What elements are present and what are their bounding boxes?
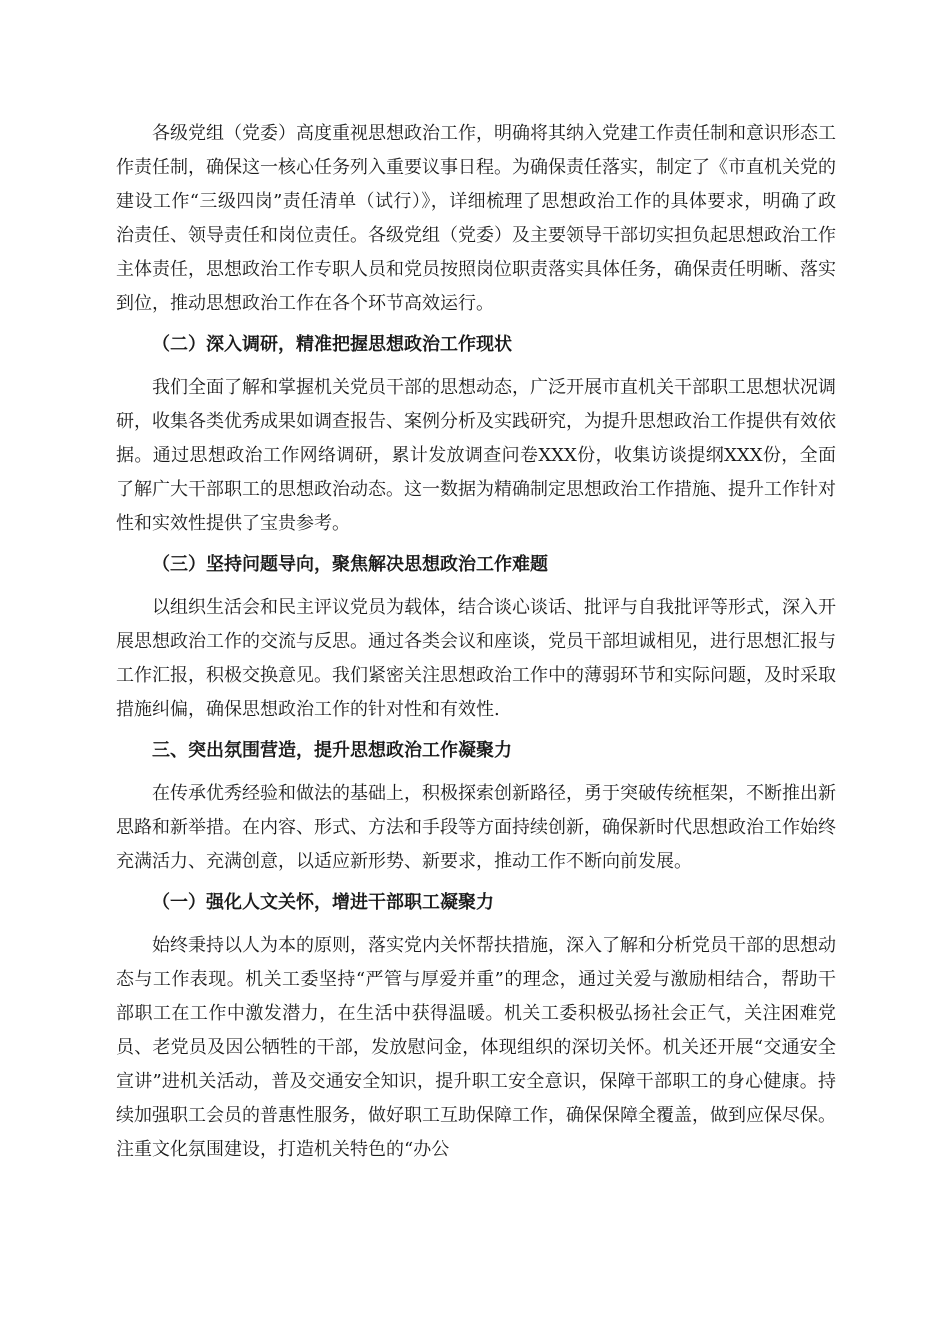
paragraph-atmosphere: 在传承优秀经验和做法的基础上，积极探索创新路径，勇于突破传统框架，不断推出新思路和新举措。在内容、形式、方法和手段等方面持续创新，确保新时代思想政治工作始终充满活力、充满创意，以适应新形势、新要求，推动工作不断向前发展。 bbox=[116, 783, 836, 872]
paragraph-humanistic-care: 始终秉持以人为本的原则，落实党内关怀帮扶措施，深入了解和分析党员干部的思想动态与工作表现。机关工委坚持“严管与厚爱并重”的理念，通过关爱与激励相结合，帮助干部职工在工作中激发潜力，在生活中获得温暖。机关工委积极弘扬社会正气，关注困难党员、老党员及因公牺牲的干部，发放慰问金，体现组织的深切关怀。机关还开展“交通安全宣讲”进机关活动，普及交通安全知识，提升职工安全意识，保障干部职工的身心健康。持续加强职工会员的普惠性服务，做好职工互助保障工作，确保保障全覆盖，做到应保尽保。注重文化氛围建设，打造机关特色的“办公 bbox=[116, 935, 836, 1160]
heading-humanistic-care: （一）强化人文关怀，增进干部职工凝聚力 bbox=[152, 892, 494, 913]
heading-atmosphere: 三、突出氛围营造，提升思想政治工作凝聚力 bbox=[152, 740, 512, 761]
heading-research: （二）深入调研，精准把握思想政治工作现状 bbox=[152, 334, 512, 355]
paragraph-problem-oriented: 以组织生活会和民主评议党员为载体，结合谈心谈话、批评与自我批评等形式，深入开展思想政治工作的交流与反思。通过各类会议和座谈，党员干部坦诚相见，进行思想汇报与工作汇报，积极交换意见。我们紧密关注思想政治工作中的薄弱环节和实际问题，及时采取措施纠偏，确保思想政治工作的针对性和有效性. bbox=[116, 597, 836, 720]
paragraph-responsibility: 各级党组（党委）高度重视思想政治工作，明确将其纳入党建工作责任制和意识形态工作责任制，确保这一核心任务列入重要议事日程。为确保责任落实，制定了《市直机关党的建设工作“三级四岗”责任清单（试行）》，详细梳理了思想政治工作的具体要求，明确了政治责任、领导责任和岗位责任。各级党组（党委）及主要领导干部切实担负起思想政治工作主体责任，思想政治工作专职人员和党员按照岗位职责落实具体任务，确保责任明晰、落实到位，推动思想政治工作在各个环节高效运行。 bbox=[116, 123, 836, 314]
paragraph-research: 我们全面了解和掌握机关党员干部的思想动态，广泛开展市直机关干部职工思想状况调研，收集各类优秀成果如调查报告、案例分析及实践研究，为提升思想政治工作提供有效依据。通过思想政治工作网络调研，累计发放调查问卷XXX份，收集访谈提纲XXX份，全面了解广大干部职工的思想政治动态。这一数据为精确制定思想政治工作措施、提升工作针对性和实效性提供了宝贵参考。 bbox=[116, 377, 836, 534]
heading-problem-oriented: （三）坚持问题导向，聚焦解决思想政治工作难题 bbox=[152, 554, 548, 575]
document-body bbox=[116, 117, 836, 1167]
